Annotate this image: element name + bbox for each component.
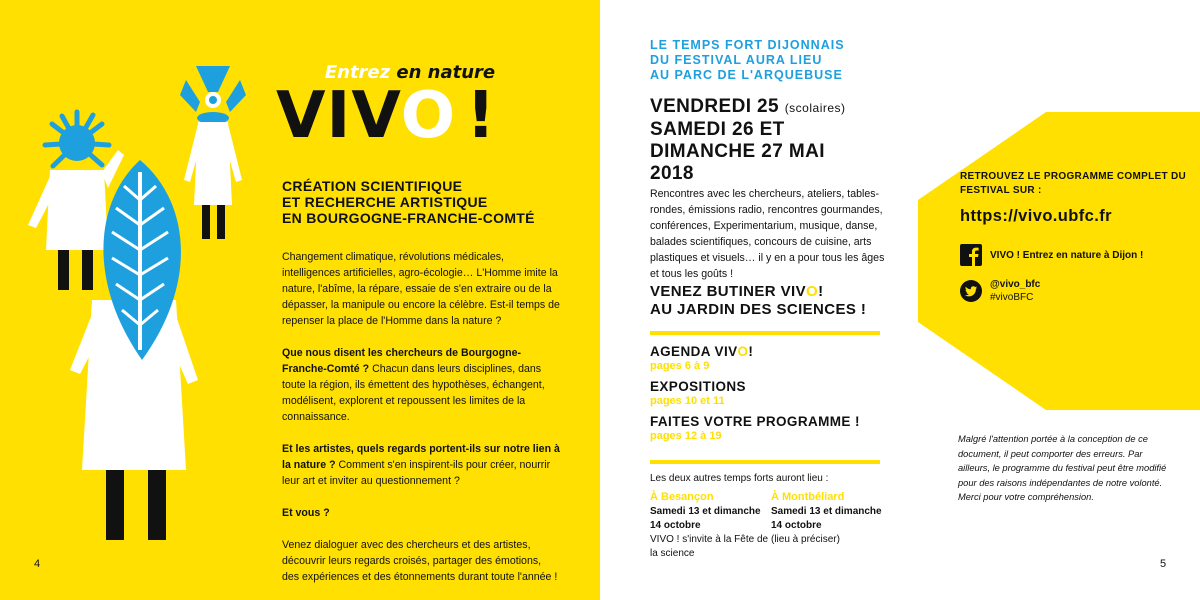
facebook-row[interactable] <box>960 244 1190 266</box>
subtitle-line: CRÉATION SCIENTIFIQUE <box>282 178 463 194</box>
section-pages: pages 6 à 9 <box>650 360 710 372</box>
date-friday: VENDREDI 25 <box>650 96 779 117</box>
scientists-illustration <box>0 0 270 600</box>
date-year: 2018 <box>650 163 694 184</box>
subtitle-line: EN BOURGOGNE-FRANCHE-COMTÉ <box>282 210 535 226</box>
subtitle <box>282 178 582 226</box>
right-page <box>600 0 1200 600</box>
artists-question: Et les artistes, quels regards portent-ils sur notre lien à la nature ? <box>282 443 560 471</box>
heading-line: DU FESTIVAL AURA LIEU <box>650 53 823 67</box>
butiner-line-2: AU JARDIN DES SCIENCES ! <box>650 301 867 318</box>
disclaimer: Malgré l'attention portée à la conception de ce document, il peut comporter des erreurs. Par ailleurs, le programme du festival peut être modifié pour des raisons indépendantes de notre volonté. Merci pour votre compréhension. <box>958 434 1167 502</box>
intro-text <box>282 249 560 600</box>
montbeliard-note: (lieu à préciser) <box>771 534 840 545</box>
date-note-scolaires: (scolaires) <box>784 101 846 115</box>
researchers-question: Que nous disent les chercheurs de Bourgogne-Franche-Comté ? <box>282 347 521 375</box>
date-sunday: DIMANCHE 27 MAI <box>650 141 825 162</box>
page-number-left: 4 <box>34 558 41 570</box>
intro-paragraph-5: Venez dialoguer avec des chercheurs et des artistes, découvrir leurs regards croisés, partager des émotions, des expériences et des étonnements durant toute l'année ! <box>282 539 558 583</box>
butiner-o: O <box>806 283 819 300</box>
website-link[interactable]: https://vivo.ubfc.fr <box>960 207 1112 225</box>
yellow-divider-bottom <box>650 460 880 464</box>
section-pages: pages 12 à 19 <box>650 430 722 442</box>
program-info-box <box>960 170 1190 304</box>
tagline-en-nature: en nature <box>396 62 496 83</box>
activities-text: Rencontres avec les chercheurs, ateliers, tables-rondes, émissions radio, rencontres gourmandes, conférences, Experimentarium, musique, danse, balades scientifiques, concours de cuisine, arts plastiques et visuels… il y en a pour tous les âges et tous les goûts ! <box>650 188 885 280</box>
heading-line: LE TEMPS FORT DIJONNAIS <box>650 38 845 52</box>
twitter-row[interactable] <box>960 278 1190 304</box>
facebook-page: VIVO ! Entrez en nature à Dijon ! <box>990 249 1144 261</box>
tagline-entrez: Entrez <box>324 62 391 83</box>
retrouvez-text: RETROUVEZ LE PROGRAMME COMPLET DU FESTIVAL SUR : <box>960 171 1187 196</box>
intro-paragraph-3: Et les artistes, quels regards portent-ils sur notre lien à la nature ? Comment s'en inspirent-ils pour créer, nourrir leur art et inviter au questionnement ? <box>282 443 560 487</box>
besancon-note: VIVO ! s'invite à la Fête de la science <box>650 534 769 559</box>
other-events-intro: Les deux autres temps forts auront lieu : <box>650 473 829 484</box>
section-agenda: AGENDA VIVO! pages 6 à 9 <box>650 344 910 373</box>
other-events <box>650 490 910 561</box>
logo-o: O <box>400 79 457 153</box>
and-you-question: Et vous ? <box>282 507 330 519</box>
twitter-handle: @vivo_bfc <box>990 279 1041 290</box>
section-faites-votre-programme: FAITES VOTRE PROGRAMME ! pages 12 à 19 <box>650 414 910 443</box>
festival-dates <box>650 96 910 185</box>
heading-line: AU PARC DE L'ARQUEBUSE <box>650 68 843 82</box>
section-pages: pages 10 et 11 <box>650 395 725 407</box>
facebook-icon <box>960 244 982 266</box>
intro-paragraph-2: Que nous disent les chercheurs de Bourgogne-Franche-Comté ? Chacun dans leurs disciplines, dans toute la région, ils émettent des hypothèses, échangent, modélisent, explorent et repoussent les limites de la connaissance. <box>282 347 545 423</box>
event-besancon <box>650 490 771 561</box>
twitter-icon <box>960 280 982 302</box>
event-montbeliard <box>771 490 892 561</box>
page-number-right: 5 <box>1160 558 1167 570</box>
city-besancon: À Besançon <box>650 491 714 503</box>
logo-exclamation: ! <box>466 79 497 153</box>
city-montbeliard: À Montbéliard <box>771 491 845 503</box>
besancon-date: Samedi 13 et dimanche 14 octobre <box>650 506 761 531</box>
radiation-head-figure <box>180 66 246 239</box>
hashtag: #vivoBFC <box>990 292 1034 303</box>
section-expositions: EXPOSITIONS pages 10 et 11 <box>650 379 910 408</box>
intro-paragraph-1: Changement climatique, révolutions médicales, intelligences artificielles, agro-écologie… L'Homme imite la nature, l'abîme, la répare, essaie de s'en extraire ou de la dépasser, la manipule ou encore la célèbre. Est-il temps de repenser la place de l'Homme dans la nature ? <box>282 251 560 327</box>
intro-paragraph-4 <box>282 505 560 521</box>
yellow-divider-top <box>650 331 880 335</box>
program-sections <box>650 344 910 449</box>
vivo-logo <box>276 79 556 153</box>
dijon-heading <box>650 38 910 83</box>
date-saturday: SAMEDI 26 ET <box>650 119 785 140</box>
subtitle-line: ET RECHERCHE ARTISTIQUE <box>282 194 488 210</box>
butiner-heading: VENEZ BUTINER VIVO! AU JARDIN DES SCIENCES ! <box>650 283 910 319</box>
montbeliard-date: Samedi 13 et dimanche 14 octobre <box>771 506 882 531</box>
logo-letters: VIV <box>276 79 401 153</box>
